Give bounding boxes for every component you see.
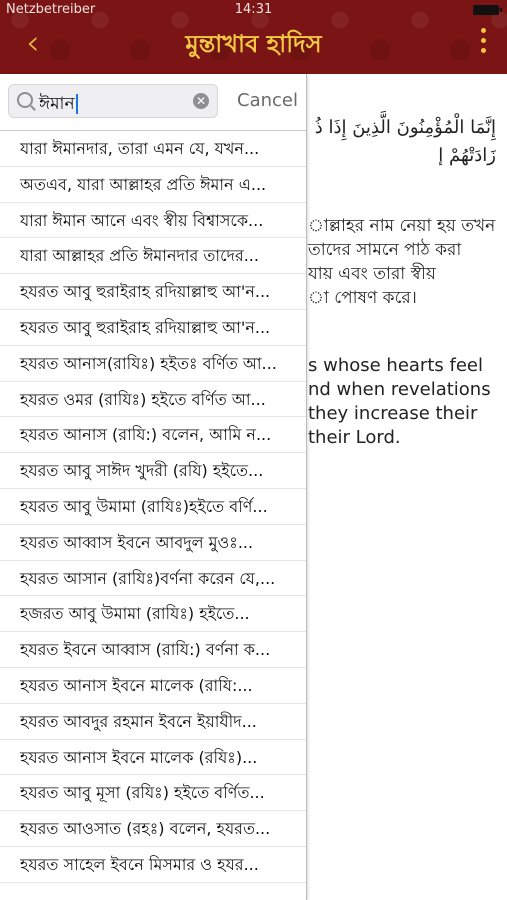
list-item[interactable]: হজরত আবু উমামা (রাযিঃ) হইতে... [0,596,306,632]
search-results-list [0,131,306,883]
clock: 14:31 [234,2,273,17]
list-item[interactable]: যারা ঈমানদার, তারা এমন যে, যখন... [0,131,306,167]
list-item[interactable]: হযরত আবু মূসা (রযিঃ) হইতে বর্ণিত... [0,775,306,811]
carrier-label: Netzbetreiber [6,2,96,17]
list-item[interactable]: হযরত আবদুর রহমান ইবনে ইয়াযীদ... [0,704,306,740]
list-item[interactable]: হযরত ইবনে আব্বাস (রাযি:) বর্ণনা ক... [0,632,306,668]
page-title: মুন্তাখাব হাদিস [185,30,322,58]
list-item[interactable]: হযরত আনাস (রাযি:) বলেন, আমি ন... [0,417,306,453]
list-item[interactable]: হযরত আবু হুরাইরাহ রদিয়াল্লাহু আ'ন... [0,274,306,310]
hadith-content [306,74,507,900]
search-bar [0,74,306,131]
bangla-translation: াল্লাহর নাম নেয়া হয় তখন তাদের সামনে পাঠ করা যায় এবং তারা স্বীয় া পোষণ করে। [308,216,496,308]
search-input[interactable] [8,84,218,118]
search-icon [17,92,33,108]
list-item[interactable]: হযরত ওমর (রাযিঃ) হইতে বর্ণিত আ... [0,382,306,418]
status-bar [0,0,507,20]
search-value: ঈমান [39,94,75,114]
list-item[interactable]: হযরত আনাস ইবনে মালেক (রযিঃ)... [0,740,306,776]
list-item[interactable]: হযরত আবু সাঈদ খুদরী (রযি) হইতে... [0,453,306,489]
more-button[interactable] [481,28,489,58]
list-item[interactable]: হযরত আনাস(রাযিঃ) হইতঃ বর্ণিত আ... [0,346,306,382]
arabic-text: إِنَّمَا الْمُؤْمِنُونَ الَّذِينَ إِذَا ذُ زَادَتْهُمْ إ [314,117,496,166]
list-item[interactable]: হযরত আব্বাস ইবনে আবদুল মুওঃ... [0,525,306,561]
list-item[interactable]: হযরত আওসাত (রহঃ) বলেন, হযরত... [0,811,306,847]
more-vertical-icon [481,28,486,33]
clear-icon[interactable]: ✕ [193,93,209,109]
list-item[interactable]: যারা ঈমান আনে এবং স্বীয় বিশ্বাসকে... [0,203,306,239]
search-popover [0,74,307,900]
chevron-left-icon: ‹ [26,23,40,63]
list-item[interactable]: যারা আল্লাহর প্রতি ঈমানদার তাদের... [0,238,306,274]
text-caret [76,94,78,114]
english-translation: s whose hearts feel nd when revelations they increase their their Lord. [308,355,491,448]
list-item[interactable]: হযরত আবু উমামা (রাযিঃ)হইতে বর্ণি... [0,489,306,525]
cancel-button[interactable]: Cancel [237,90,298,111]
list-item[interactable]: হযরত সাহেল ইবনে মিসমার ও হযর... [0,847,306,883]
list-item[interactable]: অতএব, যারা আল্লাহর প্রতি ঈমান এ... [0,167,306,203]
list-item[interactable]: হযরত আবু হুরাইরাহ রদিয়াল্লাহু আ'ন... [0,310,306,346]
battery-icon [473,5,499,15]
list-item[interactable]: হযরত আসান (রাযিঃ)বর্ণনা করেন যে,... [0,561,306,597]
navigation-bar [0,0,507,74]
list-item[interactable]: হযরত আনাস ইবনে মালেক (রাযি:... [0,668,306,704]
